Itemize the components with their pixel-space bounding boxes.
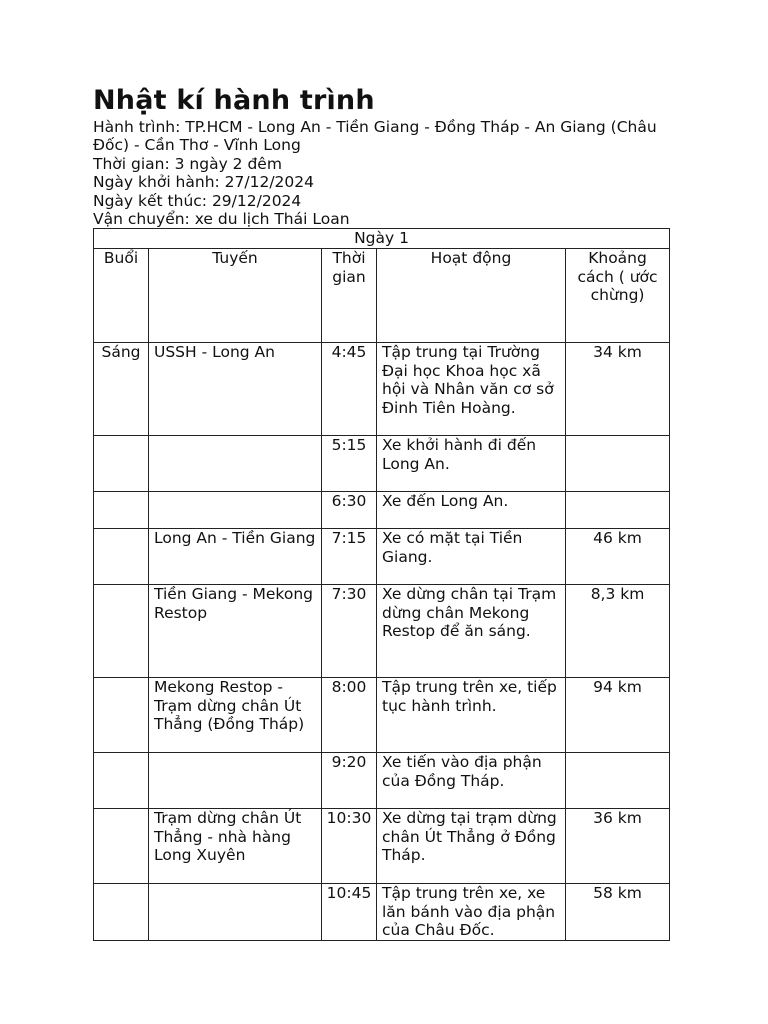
- table-row: [94, 436, 670, 492]
- time-cell: 5:15: [322, 436, 377, 492]
- table-row: [94, 809, 670, 884]
- distance-cell: 46 km: [566, 529, 670, 585]
- session-cell: [94, 884, 149, 940]
- route-cell: Tiền Giang - Mekong Restop: [149, 585, 322, 678]
- route-line: Hành trình: TP.HCM - Long An - Tiền Giang - Đồng Tháp - An Giang (Châu Đốc) - Cần Thơ - Vĩnh Long: [93, 118, 657, 155]
- distance-cell: 34 km: [566, 343, 670, 436]
- itinerary-table: [93, 228, 670, 940]
- time-cell: 10:30: [322, 809, 377, 884]
- route-cell: [149, 492, 322, 529]
- activity-cell: Tập trung trên xe, tiếp tục hành trình.: [377, 678, 566, 753]
- time-cell: 10:45: [322, 884, 377, 940]
- distance-cell: [566, 753, 670, 809]
- activity-cell: Xe dừng chân tại Trạm dừng chân Mekong Restop để ăn sáng.: [377, 585, 566, 678]
- route-cell: Trạm dừng chân Út Thẳng - nhà hàng Long Xuyên: [149, 809, 322, 884]
- activity-cell: Xe có mặt tại Tiền Giang.: [377, 529, 566, 585]
- start-date-line: Ngày khởi hành: 27/12/2024: [93, 173, 315, 192]
- session-cell: [94, 529, 149, 585]
- session-cell: Sáng: [94, 343, 149, 436]
- time-cell: 4:45: [322, 343, 377, 436]
- document-page: [93, 84, 669, 941]
- end-date-line: Ngày kết thúc: 29/12/2024: [93, 191, 302, 210]
- activity-cell: Xe khởi hành đi đến Long An.: [377, 436, 566, 492]
- header-session: Buổi: [94, 249, 149, 343]
- session-cell: [94, 585, 149, 678]
- distance-cell: 58 km: [566, 884, 670, 940]
- activity-cell: Xe dừng tại trạm dừng chân Út Thẳng ở Đồng Tháp.: [377, 809, 566, 884]
- table-row: [94, 492, 670, 529]
- distance-cell: [566, 436, 670, 492]
- header-distance: Khoảng cách ( ước chừng): [566, 249, 670, 343]
- activity-cell: Xe đến Long An.: [377, 492, 566, 529]
- time-cell: 7:15: [322, 529, 377, 585]
- session-cell: [94, 492, 149, 529]
- document-title: Nhật kí hành trình: [93, 85, 375, 116]
- table-row: [94, 678, 670, 753]
- table-row: [94, 753, 670, 809]
- activity-cell: Tập trung trên xe, xe lăn bánh vào địa phận của Châu Đốc.: [377, 884, 566, 940]
- route-cell: Mekong Restop - Trạm dừng chân Út Thẳng (Đồng Tháp): [149, 678, 322, 753]
- header-activity: Hoạt động: [377, 249, 566, 343]
- route-cell: [149, 753, 322, 809]
- time-cell: 8:00: [322, 678, 377, 753]
- time-cell: 6:30: [322, 492, 377, 529]
- header-route: Tuyến: [149, 249, 322, 343]
- distance-cell: [566, 492, 670, 529]
- time-cell: 9:20: [322, 753, 377, 809]
- table-row: [94, 884, 670, 940]
- route-cell: [149, 884, 322, 940]
- day-header: Ngày 1: [94, 229, 670, 249]
- table-row: [94, 343, 670, 436]
- session-cell: [94, 436, 149, 492]
- header-time: Thời gian: [322, 249, 377, 343]
- activity-cell: Xe tiến vào địa phận của Đồng Tháp.: [377, 753, 566, 809]
- time-cell: 7:30: [322, 585, 377, 678]
- session-cell: [94, 753, 149, 809]
- distance-cell: 94 km: [566, 678, 670, 753]
- session-cell: [94, 809, 149, 884]
- trip-info: [93, 118, 669, 228]
- session-cell: [94, 678, 149, 753]
- distance-cell: 36 km: [566, 809, 670, 884]
- duration-line: Thời gian: 3 ngày 2 đêm: [93, 154, 282, 173]
- table-row: [94, 585, 670, 678]
- route-cell: Long An - Tiền Giang: [149, 529, 322, 585]
- transport-line: Vận chuyển: xe du lịch Thái Loan: [93, 210, 350, 229]
- route-cell: USSH - Long An: [149, 343, 322, 436]
- distance-cell: 8,3 km: [566, 585, 670, 678]
- route-cell: [149, 436, 322, 492]
- table-row: [94, 529, 670, 585]
- activity-cell: Tập trung tại Trường Đại học Khoa học xã hội và Nhân văn cơ sở Đinh Tiên Hoàng.: [377, 343, 566, 436]
